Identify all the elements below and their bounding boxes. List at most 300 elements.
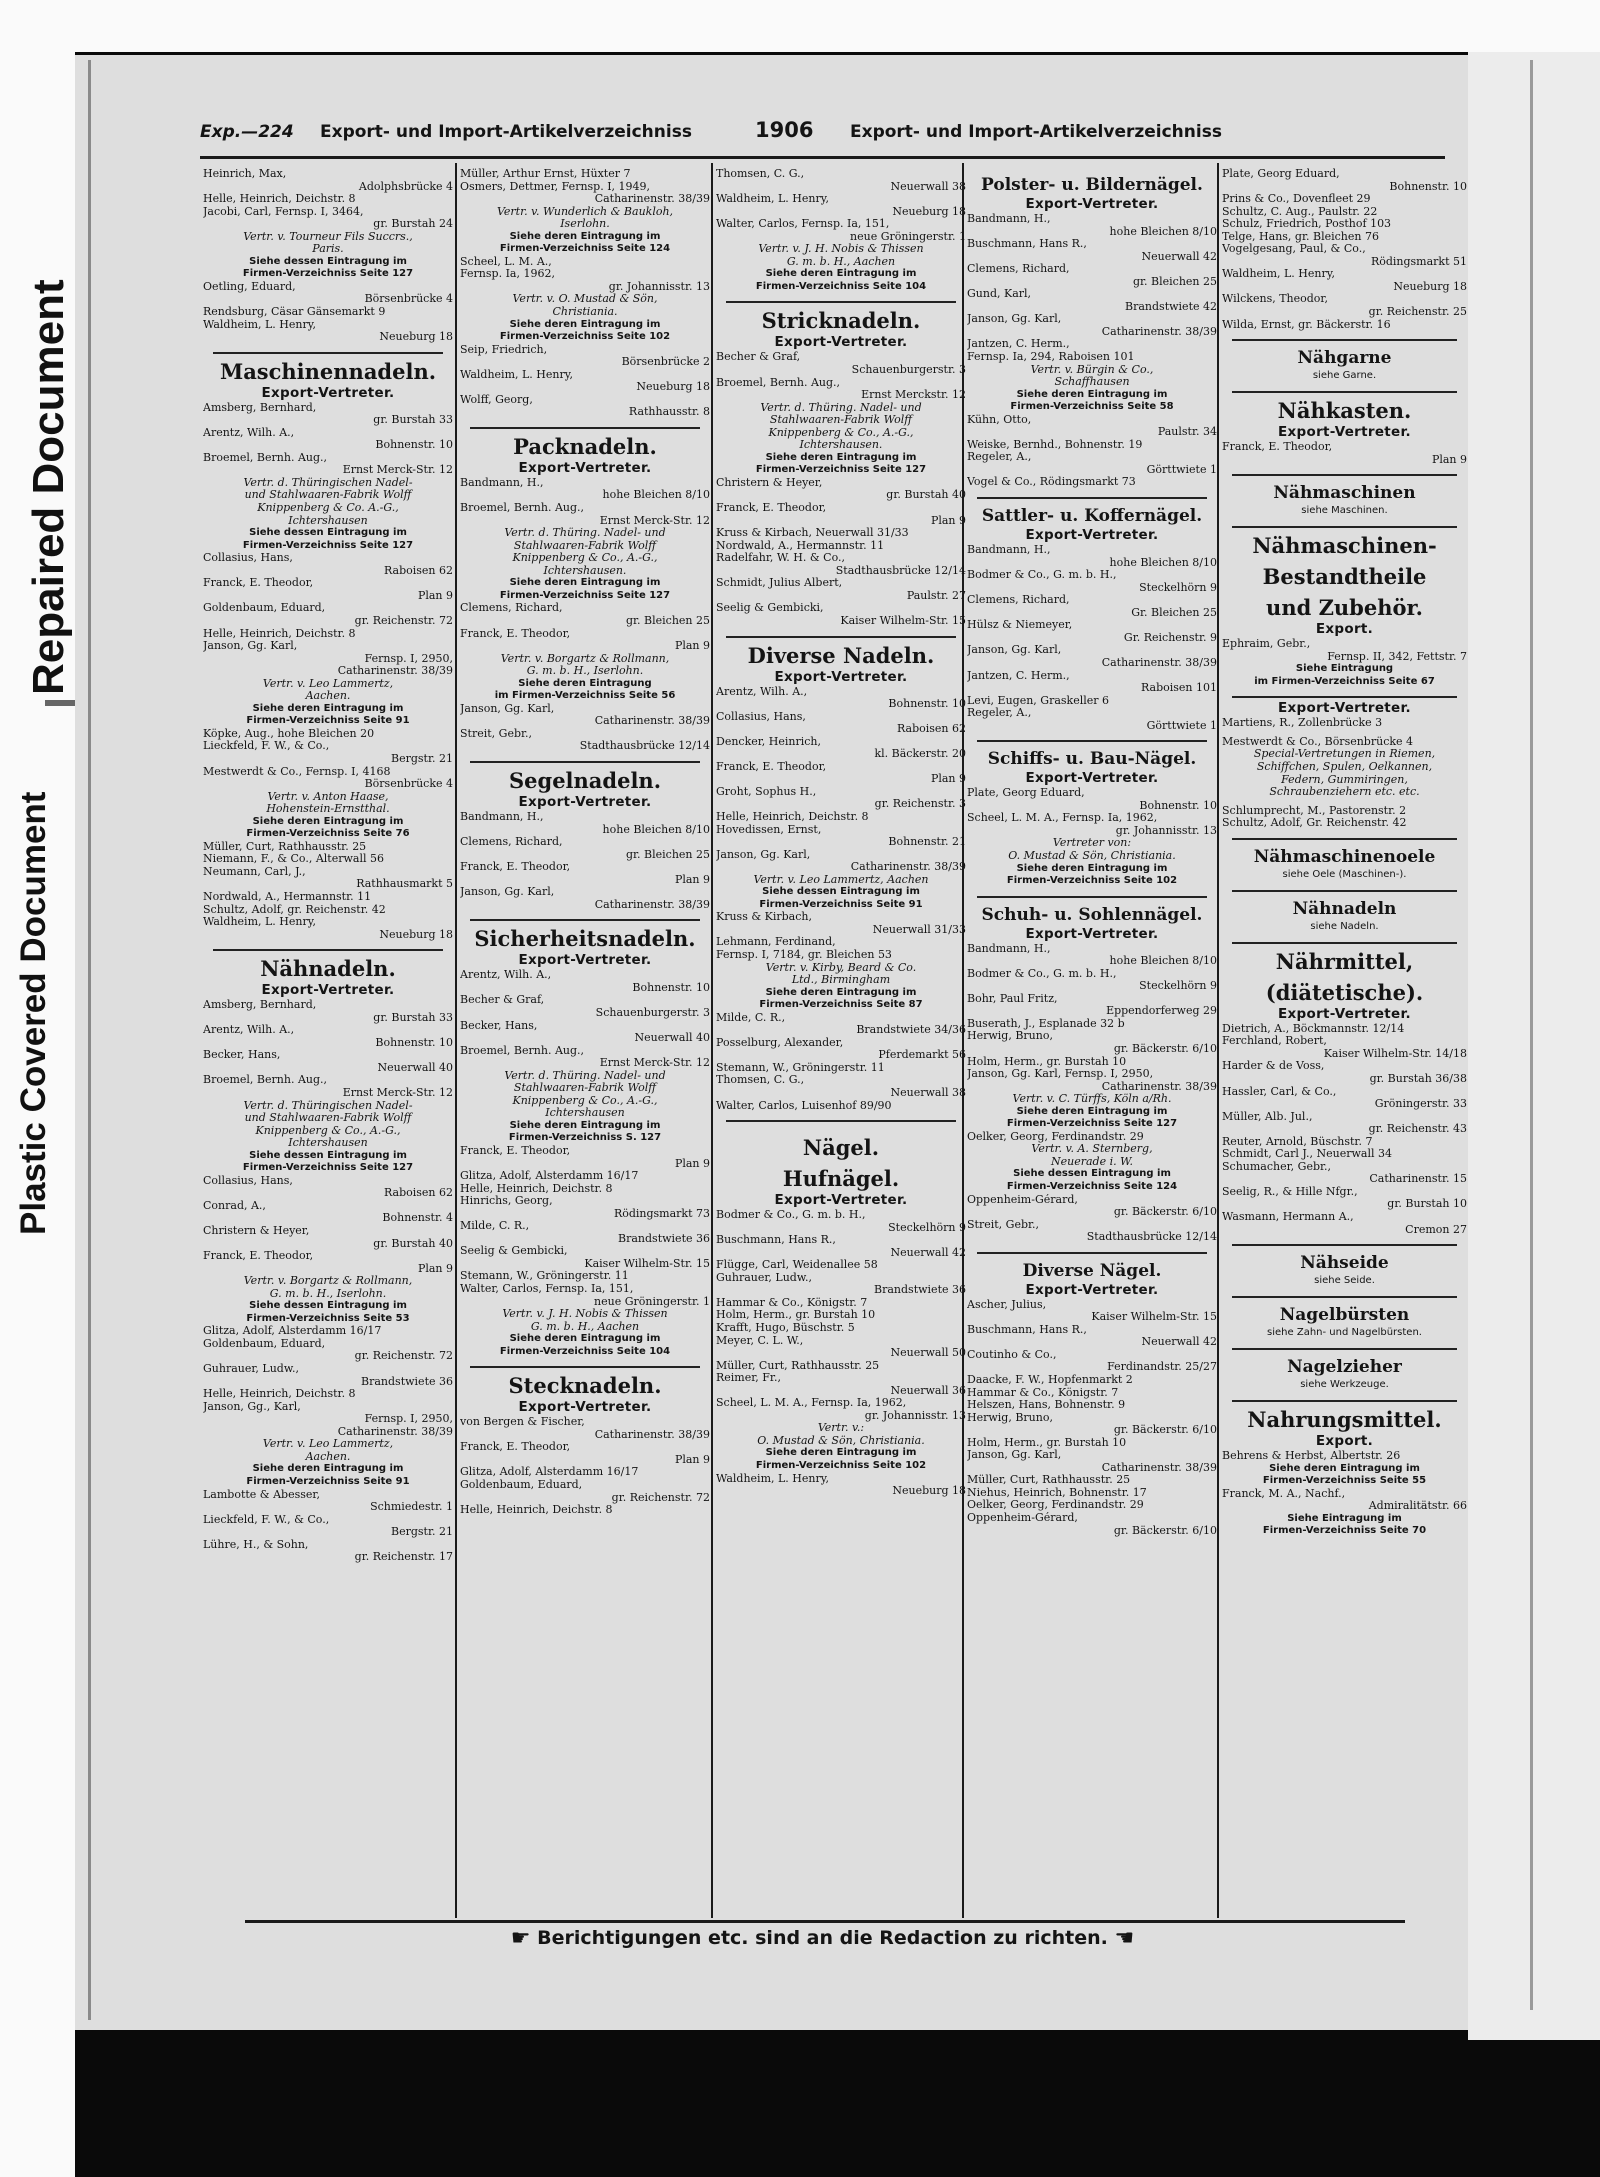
entry-line: Clemens, Richard, — [460, 602, 563, 615]
entry-address: Stadthausbrücke 12/14 — [579, 740, 710, 753]
entry-address: kl. Bäckerstr. 20 — [874, 748, 966, 761]
entry-note: Knippenberg & Co., A.-G., — [512, 1094, 658, 1107]
entry-line: Kühn, Otto, — [967, 413, 1032, 426]
entry-line: Janson, Gg. Karl, — [967, 644, 1062, 657]
entry-line: Hovedissen, Ernst, — [716, 823, 822, 836]
entry-address: Catharinenstr. 38/39 — [594, 1428, 710, 1441]
entry-line: Nordwald, A., Hermannstr. 11 — [716, 539, 885, 552]
register-reference: Siehe dessen Eintragung im — [1013, 1168, 1171, 1180]
entry-address: hohe Bleichen 8/10 — [1109, 955, 1217, 968]
entry-address: Catharinenstr. 38/39 — [1101, 1080, 1217, 1093]
entry-line: Buserath, J., Esplanade 32 b — [967, 1017, 1125, 1030]
entry-address: Neuerwall 38 — [890, 180, 966, 193]
entry-line: Schultz, C. Aug., Paulstr. 22 — [1222, 205, 1378, 218]
column-rule — [455, 163, 457, 1918]
entry-address: gr. Reichenstr. 72 — [354, 614, 453, 627]
section-subheading: Export-Vertreter. — [1025, 925, 1159, 942]
register-reference: Firmen-Verzeichniss Seite 104 — [499, 1345, 671, 1357]
column-4 — [967, 168, 1217, 1537]
entry-line: Herwig, Bruno, — [967, 1411, 1053, 1424]
entry-address: Raboisen 62 — [383, 564, 453, 577]
entry-line: Levi, Eugen, Graskeller 6 — [967, 694, 1110, 707]
entry-address: Fernsp. I, 2950, — [364, 1413, 453, 1426]
entry-line: Krafft, Hugo, Büschstr. 5 — [716, 1322, 855, 1335]
entry-address: Neuerwall 38 — [890, 1087, 966, 1099]
header-rule — [200, 156, 1445, 159]
entry-line: Jacobi, Carl, Fernsp. I, 3464, — [203, 205, 364, 218]
register-reference: Siehe dessen Eintragung im — [762, 886, 920, 898]
entry-address: gr. Reichenstr. 25 — [1368, 306, 1467, 319]
section-rule — [977, 1252, 1207, 1254]
entry-line: Holm, Herm., gr. Burstah 10 — [967, 1436, 1127, 1449]
entry-address: gr. Bäckerstr. 6/10 — [1113, 1042, 1217, 1055]
section-heading: Nährmittel, — [1275, 948, 1414, 974]
entry-address: Kaiser Wilhelm-Str. 14/18 — [1323, 1047, 1467, 1060]
entry-line: Franck, E. Theodor, — [716, 760, 827, 773]
pointing-hand-right-icon: ☛ — [510, 1926, 531, 1951]
entry-line: Oelker, Georg, Ferdinandstr. 29 — [967, 1499, 1144, 1512]
register-reference: Siehe deren Eintragung im — [765, 1447, 917, 1459]
entry-address: Catharinenstr. 38/39 — [337, 1425, 453, 1438]
page-right-edge — [1530, 60, 1533, 2010]
entry-line: Buschmann, Hans R., — [967, 238, 1087, 251]
entry-address: hohe Bleichen 8/10 — [602, 489, 710, 502]
section-heading: Sicherheitsnadeln. — [474, 926, 696, 952]
entry-line: Arentz, Wilh. A., — [203, 426, 295, 439]
register-reference: im Firmen-Verzeichniss Seite 56 — [494, 690, 676, 702]
section-subheading: Export. — [1315, 621, 1374, 638]
section-subheading: Export-Vertreter. — [1025, 770, 1159, 787]
entry-address: Schauenburgerstr. 3 — [851, 364, 966, 377]
column-rule — [1217, 163, 1219, 1918]
entry-line: Helle, Heinrich, Deichstr. 8 — [203, 627, 356, 640]
section-subheading: Export-Vertreter. — [1278, 700, 1411, 717]
entry-line: Clemens, Richard, — [967, 263, 1070, 276]
entry-line: Collasius, Hans, — [203, 552, 293, 565]
entry-line: Holm, Herm., gr. Burstah 10 — [716, 1309, 876, 1322]
entry-address: Neuerwall 40 — [634, 1032, 710, 1045]
entry-line: Christern & Heyer, — [716, 476, 823, 489]
entry-address: gr. Bäckerstr. 6/10 — [1113, 1206, 1217, 1219]
entry-line: von Bergen & Fischer, — [460, 1416, 585, 1429]
entry-address: Neueburg 18 — [892, 205, 966, 218]
entry-address: Plan 9 — [930, 514, 966, 527]
entry-note: Vertr. v.: — [817, 1422, 865, 1435]
entry-address: Schauenburgerstr. 3 — [595, 1006, 710, 1019]
plastic-covered-label: Plastic Covered Document — [14, 791, 53, 1235]
entry-address: Catharinenstr. 38/39 — [594, 715, 710, 728]
section-rule — [470, 919, 700, 921]
section-heading: Nägel. — [802, 1135, 880, 1161]
entry-line: Lambotte & Abesser, — [203, 1488, 320, 1501]
entry-line: Janson, Gg., Karl, — [203, 1400, 301, 1413]
entry-line: Franck, M. A., Nachf., — [1222, 1487, 1346, 1500]
entry-address: Bergstr. 21 — [391, 1526, 453, 1539]
register-reference: Siehe deren Eintragung im — [509, 230, 661, 242]
register-reference: Siehe deren Eintragung im — [509, 1119, 661, 1131]
register-reference: Firmen-Verzeichniss S. 127 — [508, 1132, 662, 1144]
entry-line: Schmidt, Julius Albert, — [716, 577, 843, 590]
entry-line: Glitza, Adolf, Alsterdamm 16/17 — [203, 1325, 382, 1338]
cross-reference: siehe Seide. — [1314, 1275, 1375, 1287]
scan-right-margin — [1468, 52, 1600, 2177]
column-1 — [203, 168, 453, 1564]
entry-line: Bandmann, H., — [967, 544, 1051, 557]
entry-line: Broemel, Bernh. Aug., — [203, 451, 328, 464]
entry-address: Gröningerstr. 33 — [1374, 1098, 1467, 1111]
header-title-left: Export- und Import-Artikelverzeichniss — [320, 122, 692, 142]
entry-line: Franck, E. Theodor, — [460, 1441, 571, 1454]
entry-note: Aachen. — [305, 690, 351, 703]
entry-note: Knippenberg & Co., A.-G., — [512, 552, 658, 565]
section-heading: Nähkasten. — [1277, 398, 1412, 424]
section-heading: Stecknadeln. — [508, 1373, 662, 1399]
entry-address: Plan 9 — [674, 1453, 710, 1466]
entry-note: Ichtershausen — [545, 1107, 625, 1120]
section-heading: Nähseide — [1300, 1253, 1389, 1274]
entry-line: Christern & Heyer, — [203, 1225, 310, 1238]
register-reference: Firmen-Verzeichniss Seite 127 — [242, 268, 414, 280]
entry-line: Arentz, Wilh. A., — [460, 969, 552, 982]
entry-note: Vertr. v. A. Sternberg, — [1031, 1143, 1153, 1156]
entry-address: Catharinenstr. 38/39 — [594, 193, 710, 206]
entry-address: gr. Reichenstr. 17 — [354, 1551, 453, 1564]
entry-address: Görttwiete 1 — [1146, 719, 1217, 732]
entry-line: Waldheim, L. Henry, — [203, 916, 316, 929]
entry-note: Vertr. v. Borgartz & Rollmann, — [243, 1275, 413, 1288]
entry-note: Neuerade i. W. — [1051, 1155, 1133, 1168]
spacer — [716, 1124, 966, 1130]
entry-address: Raboisen 101 — [1140, 682, 1217, 695]
register-reference: Siehe deren Eintragung im — [1016, 862, 1168, 874]
entry-line: Janson, Gg. Karl, — [203, 640, 298, 653]
entry-line: Bandmann, H., — [460, 476, 544, 489]
entry-line: Dencker, Heinrich, — [716, 735, 822, 748]
entry-note: Vertr. v. O. Mustad & Sön, — [512, 293, 658, 306]
register-reference: Firmen-Verzeichniss Seite 102 — [499, 331, 671, 343]
entry-line: Waldheim, L. Henry, — [716, 1472, 829, 1485]
section-rule — [470, 761, 700, 763]
entry-address: Ernst Merck-Str. 12 — [599, 514, 710, 527]
entry-note: G. m. b. H., Aachen — [530, 1320, 640, 1333]
entry-line: Fernsp. Ia, 294, Raboisen 101 — [967, 351, 1135, 364]
entry-line: Dietrich, A., Böckmannstr. 12/14 — [1222, 1022, 1405, 1035]
entry-line: Neumann, Carl, J., — [203, 865, 306, 878]
entry-line: Bandmann, H., — [967, 942, 1051, 955]
entry-line: Hammar & Co., Königstr. 7 — [716, 1296, 868, 1309]
column-rule — [711, 163, 713, 1918]
section-subheading: Export-Vertreter. — [774, 668, 908, 685]
entry-address: Plan 9 — [674, 640, 710, 653]
entry-line: Ferchland, Robert, — [1222, 1035, 1327, 1048]
entry-address: Kaiser Wilhelm-Str. 15 — [1091, 1311, 1217, 1324]
register-reference: Firmen-Verzeichniss Seite 87 — [759, 999, 923, 1011]
footer-notice — [200, 1926, 1445, 1966]
entry-address: Catharinenstr. 38/39 — [1101, 325, 1217, 338]
entry-note: Schaffhausen — [1054, 376, 1130, 389]
entry-line: Nordwald, A., Hermannstr. 11 — [203, 890, 372, 903]
entry-line: Wilda, Ernst, gr. Bäckerstr. 16 — [1222, 318, 1391, 331]
entry-line: Broemel, Bernh. Aug., — [460, 1044, 585, 1057]
entry-note: Stahlwaaren-Fabrik Wolff — [769, 414, 913, 427]
section-subheading: Export. — [1315, 1433, 1374, 1450]
entry-address: gr. Burstah 36/38 — [1369, 1072, 1467, 1085]
entry-line: Oelker, Georg, Ferdinandstr. 29 — [967, 1130, 1144, 1143]
entry-note: Ichtershausen — [288, 1137, 368, 1150]
register-reference: Siehe deren Eintragung — [518, 677, 652, 689]
entry-address: Neueburg 18 — [892, 1485, 966, 1498]
entry-line: Lühre, H., & Sohn, — [203, 1538, 309, 1551]
entry-line: Mestwerdt & Co., Fernsp. I, 4168 — [203, 765, 391, 778]
section-heading: Sattler- u. Koffernägel. — [981, 506, 1203, 527]
entry-line: Lehmann, Ferdinand, — [716, 936, 836, 949]
entry-line: Oppenheim-Gérard, — [967, 1512, 1078, 1525]
entry-line: Fernsp. I, 7184, gr. Bleichen 53 — [716, 948, 892, 961]
side-label-strip — [0, 0, 75, 2177]
entry-line: Franck, E. Theodor, — [1222, 441, 1333, 454]
entry-address: Neuerwall 42 — [1141, 250, 1217, 263]
entry-address: Gr. Bleichen 25 — [1131, 606, 1217, 619]
entry-address: Ernst Merckstr. 12 — [861, 389, 966, 402]
entry-note: O. Mustad & Sön, Christiania. — [1008, 849, 1176, 862]
entry-address: gr. Bäckerstr. 6/10 — [1113, 1524, 1217, 1537]
section-heading: (diätetische). — [1265, 979, 1424, 1005]
entry-line: Daacke, F. W., Hopfenmarkt 2 — [967, 1374, 1133, 1387]
entry-address: gr. Burstah 40 — [886, 489, 966, 502]
section-rule — [1232, 391, 1457, 393]
section-heading: Schiffs- u. Bau-Nägel. — [987, 749, 1197, 770]
entry-line: Guhrauer, Ludw., — [203, 1363, 299, 1376]
page-left-edge — [88, 60, 91, 2020]
entry-line: Helle, Heinrich, Deichstr. 8 — [203, 1388, 356, 1401]
entry-line: Seelig & Gembicki, — [460, 1245, 568, 1258]
entry-address: gr. Burstah 33 — [373, 414, 453, 427]
entry-note: Vertr. v. Leo Lammertz, — [262, 677, 394, 690]
entry-note: O. Mustad & Sön, Christiania. — [757, 1434, 925, 1447]
entry-note: Vertreter von: — [1052, 837, 1132, 850]
entry-line: Posselburg, Alexander, — [716, 1036, 844, 1049]
entry-address: Bohnenstr. 10 — [632, 981, 710, 994]
entry-address: Plan 9 — [674, 1157, 710, 1170]
entry-line: Holm, Herm., gr. Burstah 10 — [967, 1055, 1127, 1068]
section-heading: Diverse Nägel. — [1022, 1260, 1162, 1281]
register-reference: Firmen-Verzeichniss Seite 127 — [1006, 1118, 1178, 1130]
entry-address: Plan 9 — [417, 589, 453, 602]
entry-line: Janson, Gg. Karl, — [716, 848, 811, 861]
entry-line: Behrens & Herbst, Albertstr. 26 — [1222, 1450, 1401, 1463]
entry-line: Schulz, Friedrich, Posthof 103 — [1222, 218, 1392, 231]
entry-line: Helle, Heinrich, Deichstr. 8 — [203, 193, 356, 206]
entry-line: Müller, Alb. Jul., — [1222, 1110, 1313, 1123]
section-rule — [1232, 1244, 1457, 1246]
entry-note: Ichtershausen. — [799, 439, 883, 452]
register-reference: Firmen-Verzeichniss Seite 76 — [246, 828, 410, 840]
entry-line: Radelfahr, W. H. & Co., — [716, 552, 846, 565]
entry-line: Vogelgesang, Paul, & Co., — [1222, 243, 1366, 256]
cross-reference: siehe Maschinen. — [1301, 505, 1388, 517]
entry-address: Bohnenstr. 10 — [888, 698, 966, 711]
entry-address: Catharinenstr. 38/39 — [594, 898, 710, 911]
entry-address: Neuerwall 50 — [890, 1347, 966, 1360]
entry-address: gr. Bleichen 25 — [625, 848, 710, 861]
footer-rule — [245, 1920, 1405, 1923]
entry-address: Raboisen 62 — [383, 1187, 453, 1200]
register-reference: Siehe deren Eintragung im — [252, 1463, 404, 1475]
entry-line: Waldheim, L. Henry, — [716, 193, 829, 206]
entry-address: Börsenbrücke 4 — [364, 778, 453, 791]
entry-line: Seip, Friedrich, — [460, 343, 548, 356]
column-2 — [460, 168, 710, 1517]
entry-line: Vogel & Co., Rödingsmarkt 73 — [967, 476, 1136, 489]
cross-reference: siehe Garne. — [1312, 370, 1377, 382]
entry-address: Ernst Merck-Str. 12 — [342, 1087, 453, 1099]
page-number: Exp.—224 — [200, 122, 294, 142]
entry-line: Groht, Sophus H., — [716, 785, 817, 798]
entry-address: Neueburg 18 — [1393, 280, 1467, 293]
section-subheading: Export-Vertreter. — [261, 982, 395, 999]
entry-line: Buschmann, Hans R., — [967, 1323, 1087, 1336]
entry-line: Glitza, Adolf, Alsterdamm 16/17 — [460, 1170, 639, 1183]
entry-address: Fernsp. I, 2950, — [364, 652, 453, 665]
entry-note: Vertr. d. Thüring. Nadel- und — [760, 401, 922, 414]
entry-line: Arentz, Wilh. A., — [203, 1024, 295, 1037]
entry-note: Knippenberg & Co., A.-G., — [255, 1124, 401, 1137]
entry-address: Catharinenstr. 15 — [1369, 1173, 1467, 1186]
entry-line: Franck, E. Theodor, — [460, 627, 571, 640]
section-rule — [213, 949, 443, 951]
entry-address: neue Gröningerstr. 1 — [850, 230, 966, 243]
section-heading: und Zubehör. — [1266, 595, 1423, 621]
entry-line: Goldenbaum, Eduard, — [203, 602, 326, 615]
entry-note: Vertr. d. Thüring. Nadel- und — [504, 1069, 666, 1082]
entry-line: Janson, Gg. Karl, Fernsp. I, 2950, — [967, 1068, 1154, 1081]
entry-address: Neuerwall 42 — [890, 1246, 966, 1259]
entry-line: Seelig, R., & Hille Nfgr., — [1222, 1185, 1358, 1198]
entry-line: Goldenbaum, Eduard, — [460, 1479, 583, 1492]
entry-note: Knippenberg & Co. A.-G., — [257, 502, 399, 515]
section-subheading: Export-Vertreter. — [1278, 1005, 1411, 1022]
entry-line: Meyer, C. L. W., — [716, 1334, 804, 1347]
entry-address: Pferdemarkt 56 — [878, 1049, 966, 1062]
section-rule — [1232, 696, 1457, 698]
entry-line: Becher & Graf, — [460, 994, 545, 1007]
entry-note: Vertr. v. J. H. Nobis & Thissen — [502, 1308, 668, 1321]
section-rule — [470, 427, 700, 429]
section-subheading: Export-Vertreter. — [518, 952, 652, 969]
entry-line: Franck, E. Theodor, — [203, 1250, 314, 1263]
entry-note: Vertr. d. Thüring. Nadel- und — [504, 527, 666, 540]
entry-address: Plan 9 — [417, 1262, 453, 1275]
register-reference: Siehe dessen Eintragung im — [249, 255, 407, 267]
scan-top-margin — [75, 0, 1600, 52]
entry-note: Christiania. — [552, 306, 618, 319]
entry-address: Cremon 27 — [1405, 1223, 1467, 1236]
entry-line: Bodmer & Co., G. m. b. H., — [967, 569, 1117, 582]
entry-address: Admiralitätstr. 66 — [1368, 1500, 1467, 1513]
entry-address: Rödingsmarkt 51 — [1370, 255, 1467, 268]
entry-note: Ichtershausen — [288, 514, 368, 527]
section-subheading: Export-Vertreter. — [518, 1399, 652, 1416]
entry-line: Plate, Georg Eduard, — [1222, 168, 1340, 180]
entry-note: Schraubenziehern etc. etc. — [1269, 786, 1420, 799]
section-heading: Nagelbürsten — [1279, 1305, 1410, 1326]
section-heading: Hufnägel. — [782, 1166, 900, 1192]
entry-address: Steckelhörn 9 — [1139, 980, 1217, 993]
section-subheading: Export-Vertreter. — [1025, 1281, 1159, 1298]
entry-line: Niemann, F., & Co., Alterwall 56 — [203, 853, 384, 866]
entry-line: Franck, E. Theodor, — [716, 502, 827, 515]
entry-line: Schultz, Adolf, gr. Reichenstr. 42 — [203, 903, 386, 916]
entry-line: Franck, E. Theodor, — [460, 1145, 571, 1157]
section-heading: Nähmaschinenoele — [1253, 846, 1436, 867]
entry-address: hohe Bleichen 8/10 — [602, 823, 710, 836]
entry-address: gr. Bleichen 25 — [625, 614, 710, 627]
entry-line: Franck, E. Theodor, — [460, 861, 571, 874]
register-reference: Firmen-Verzeichniss Seite 53 — [246, 1312, 410, 1324]
entry-line: Helszen, Hans, Bohnenstr. 9 — [967, 1399, 1126, 1412]
entry-line: Walter, Carlos, Fernsp. Ia, 151, — [716, 218, 890, 231]
entry-line: Plate, Georg Eduard, — [967, 787, 1085, 800]
entry-note: Stahlwaaren-Fabrik Wolff — [513, 1082, 657, 1095]
entry-address: Catharinenstr. 38/39 — [1101, 1461, 1217, 1474]
entry-line: Jantzen, C. Herm., — [967, 338, 1070, 351]
entry-address: gr. Reichenstr. 3 — [874, 798, 966, 811]
register-reference: Firmen-Verzeichniss Seite 91 — [759, 898, 923, 910]
register-reference: Siehe Eintragung — [1295, 663, 1394, 675]
register-reference: Siehe deren Eintragung im — [1269, 1462, 1420, 1474]
entry-address: gr. Reichenstr. 72 — [354, 1350, 453, 1363]
entry-note: G. m. b. H., Iserlohn. — [269, 1287, 387, 1300]
entry-address: Catharinenstr. 38/39 — [1101, 656, 1217, 669]
entry-address: Neueburg 18 — [379, 331, 453, 344]
entry-line: Bandmann, H., — [460, 810, 544, 823]
entry-line: Reuter, Arnold, Büschstr. 7 — [1222, 1135, 1373, 1148]
entry-note: Vertr. v. C. Türffs, Köln a/Rh. — [1012, 1093, 1172, 1106]
section-rule — [213, 352, 443, 354]
entry-line: Becker, Hans, — [460, 1019, 538, 1032]
entry-address: hohe Bleichen 8/10 — [1109, 225, 1217, 238]
entry-line: Wasmann, Hermann A., — [1222, 1210, 1354, 1223]
entry-line: Clemens, Richard, — [967, 594, 1070, 607]
register-reference: Siehe deren Eintragung im — [1016, 388, 1168, 400]
register-reference: Siehe deren Eintragung im — [252, 702, 404, 714]
entry-line: Fernsp. Ia, 1962, — [460, 268, 555, 281]
entry-line: Niehus, Heinrich, Bohnenstr. 17 — [967, 1486, 1147, 1499]
entry-address: Brandstwiete 34/36 — [856, 1024, 966, 1037]
entry-address: Kaiser Wilhelm-Str. 15 — [840, 614, 966, 627]
section-heading: Nähnadeln. — [260, 956, 396, 982]
entry-address: gr. Burstah 33 — [373, 1011, 453, 1024]
entry-note: Vertr. v. Leo Lammertz, — [262, 1438, 394, 1451]
entry-line: Amsberg, Bernhard, — [203, 999, 317, 1012]
entry-line: Scheel, L. M. A., Fernsp. Ia, 1962, — [716, 1397, 907, 1410]
entry-address: Kaiser Wilhelm-Str. 15 — [584, 1257, 710, 1270]
section-heading: Nähmaschinen — [1273, 483, 1416, 504]
entry-line: Janson, Gg. Karl, — [460, 702, 555, 715]
entry-note: Hohenstein-Ernstthal. — [266, 803, 390, 816]
entry-address: Görttwiete 1 — [1146, 463, 1217, 476]
entry-note: Vertr. d. Thüringischen Nadel- — [243, 476, 413, 489]
section-heading: Segelnadeln. — [508, 767, 662, 793]
entry-line: Flügge, Carl, Weidenallee 58 — [716, 1259, 878, 1272]
entry-line: Reimer, Fr., — [716, 1372, 781, 1385]
entry-line: Milde, C. R., — [460, 1220, 530, 1233]
section-heading: Nähmaschinen- — [1252, 533, 1437, 559]
entry-line: Herwig, Bruno, — [967, 1030, 1053, 1043]
section-heading: Nahrungsmittel. — [1247, 1407, 1442, 1433]
entry-line: Hammar & Co., Königstr. 7 — [967, 1386, 1119, 1399]
section-rule — [1232, 474, 1457, 476]
